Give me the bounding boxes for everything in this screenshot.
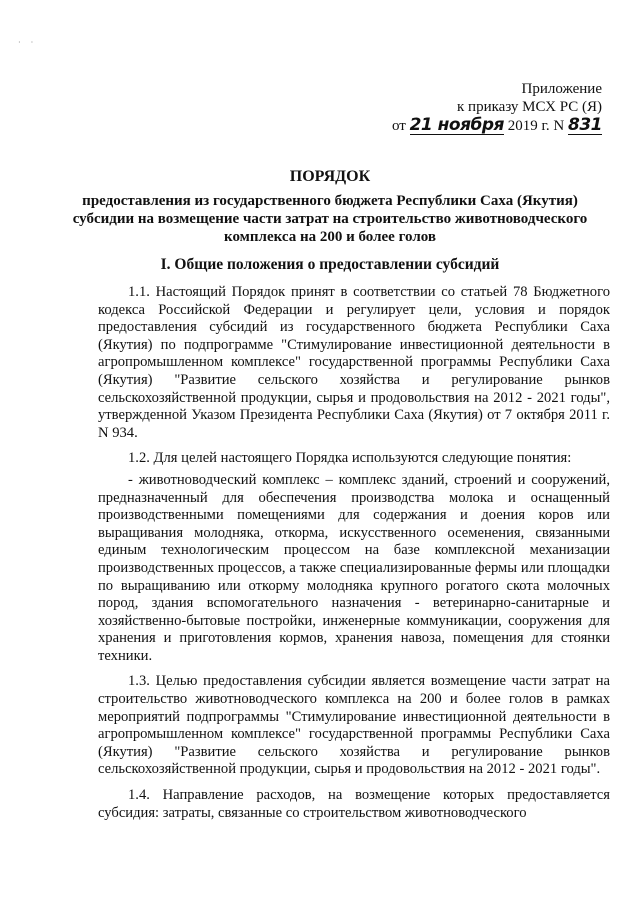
handwritten-number: 831 <box>568 115 602 135</box>
order-reference: к приказу МСХ РС (Я) <box>457 99 602 115</box>
section-heading: I. Общие положения о предоставлении субсидий <box>160 256 500 273</box>
order-date-line <box>302 116 602 135</box>
appendix-block <box>302 80 602 135</box>
scan-specks: · · <box>18 38 38 47</box>
title-main: ПОРЯДОК <box>289 168 371 185</box>
paragraph-1-2: 1.2. Для целей настоящего Порядка используются следующие понятия: <box>128 450 572 467</box>
paragraph-1-4: 1.4. Направление расходов, на возмещение которых предоставляется субсидия: затраты, связанные со строительством животноводческого <box>98 787 610 821</box>
paragraph-1-1: 1.1. Настоящий Порядок принят в соответствии со статьей 78 Бюджетного кодекса Российской Федерации и регулирует цели, условия и порядок предоставления субсидий из государственного бюджета Республики Саха (Якутия) по подпрограмме "Стимулирование инвестиционной деятельности в агропромышленном комплексе" государственной программы Республики Саха (Якутия) "Развитие сельского хозяйства и регулирование рынков сельскохозяйственной продукции, сырья и продовольствия на 2012 - 2021 годы", утвержденной Указом Президента Республики Саха (Якутия) от 7 октября 2011 г. N 934. <box>98 284 610 441</box>
paragraph-1-2-definition: - животноводческий комплекс – комплекс зданий, строений и сооружений, предназначенный для обеспечения производства молока и оснащенный производственными помещениями для содержания и доения коров или выращивания молодняка, откорма, искусственного осеменения, связанными единым технологическим процессом на базе комплексной механизации производственных процессов, а также специализированные фермы или площадки по выращиванию или откорму молодняка крупного рогатого скота молочных пород, здания вспомогательного назначения - ветеринарно-санитарные и хозяйственно-бытовые постройки, инженерные коммуникации, сооружения для хранения и приготовления кормов, хранения навоза, помещения для стоянки техники. <box>98 471 610 664</box>
date-prefix: от <box>391 118 406 134</box>
title-subtitle: предоставления из государственного бюджета Республики Саха (Якутия) субсидии на возмещение части затрат на строительство животноводческого комплекса на 200 и более голов <box>72 193 588 245</box>
document-title <box>60 168 600 246</box>
handwritten-date: 21 ноября <box>409 115 504 135</box>
year-suffix: 2019 г. N <box>507 118 565 134</box>
paragraph-1-3: 1.3. Целью предоставления субсидии является возмещение части затрат на строительство животноводческого комплекса на 200 и более голов в рамках мероприятий подпрограммы "Стимулирование инвестиционной деятельности в агропромышленном комплексе" государственной программы Республики Саха (Якутия) "Развитие сельского хозяйства и регулирование рынков сельскохозяйственной продукции, сырья и продовольствия на 2012 - 2021 годы". <box>98 673 610 778</box>
document-body <box>98 284 610 830</box>
appendix-label: Приложение <box>521 81 602 97</box>
